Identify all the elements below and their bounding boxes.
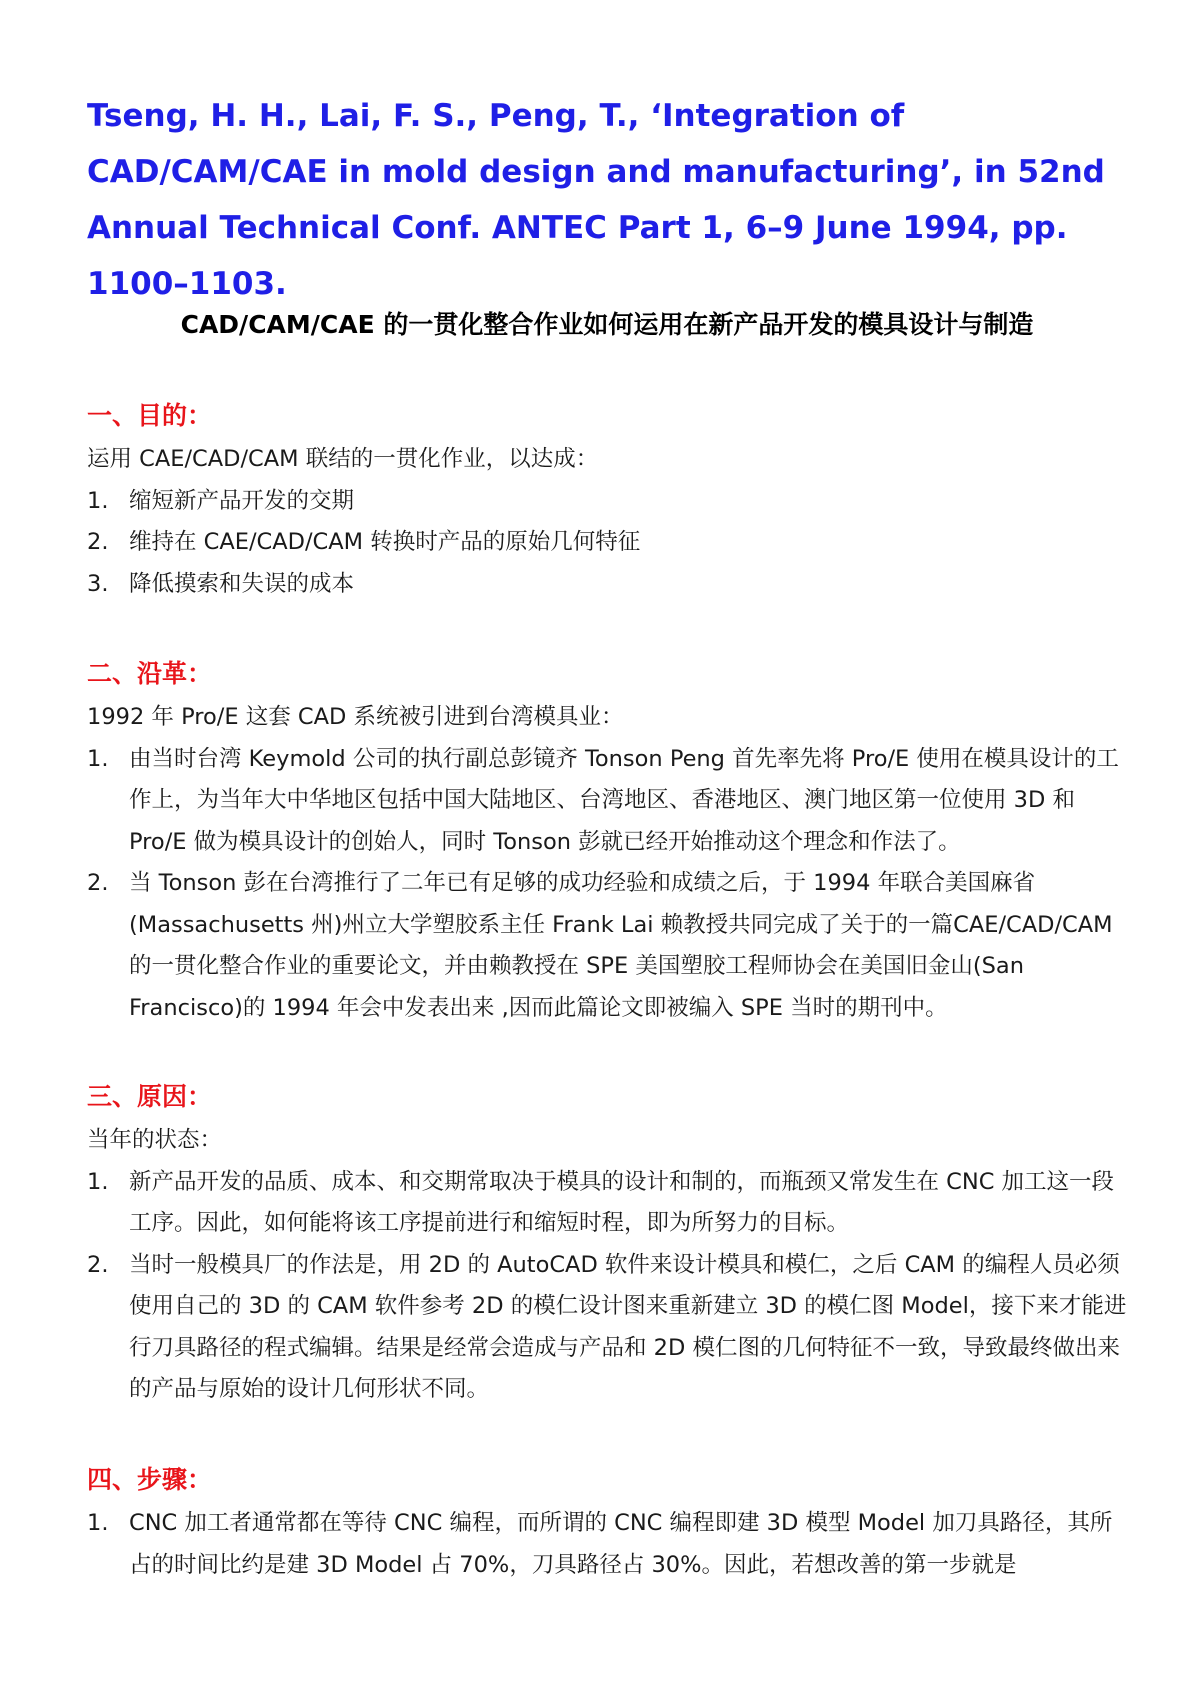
numbered-list <box>87 1162 1127 1411</box>
list-item-text: 维持在 CAE/CAD/CAM 转换时产品的原始几何特征 <box>129 529 641 555</box>
list-item-text: 当时一般模具厂的作法是，用 2D 的 AutoCAD 软件来设计模具和模仁，之后 CAM 的编程人员必须使用自己的 3D 的 CAM 软件参考 2D 的模仁设计图来重新建立 3D 的模仁图 Model，接下来才能进行刀具路径的程式编辑。结果是经常会造成与产品和 2D 模仁图的几何特征不一致，导致最终做出来的产品与原始的设计几何形状不同。 <box>129 1251 1127 1402</box>
list-item-text: 降低摸索和失误的成本 <box>129 570 355 597</box>
list-item-text: 由当时台湾 Keymold 公司的执行副总彭镜齐 Tonson Peng 首先率先将 Pro/E 使用在模具设计的工作上，为当年大中华地区包括中国大陆地区、台湾地区、香港地区、澳门地区第一位使用 3D 和 Pro/E 做为模具设计的创始人，同时 Tonson 彭就已经开始推动这个理念和作法了。 <box>129 745 1119 855</box>
list-number: 1. <box>87 1168 109 1195</box>
list-number: 1. <box>87 487 109 514</box>
list-item <box>87 1503 1127 1586</box>
section-reasons <box>87 1080 1127 1411</box>
numbered-list <box>87 739 1127 1030</box>
list-item <box>87 522 1127 564</box>
list-number: 1. <box>87 1510 109 1536</box>
list-number: 2. <box>87 1251 109 1278</box>
list-item-text: 当 Tonson 彭在台湾推行了二年已有足够的成功经验和成绩之后，于 1994 年联合美国麻省(Massachusetts 州)州立大学塑胶系主任 Frank Lai 赖教授共同完成了关于的一篇CAE/CAD/CAM 的一贯化整合作业的重要论文，并由赖教授在 SPE 美国塑胶工程师协会在美国旧金山(San Francisco)的 1994 年会中发表出来 ,因而此篇论文即被编入 SPE 当时的期刊中。 <box>129 870 1113 1021</box>
list-item-text: CNC 加工者通常都在等待 CNC 编程，而所谓的 CNC 编程即建 3D 模型 Model 加刀具路径，其所占的时间比约是建 3D Model 占 70%，刀具路径占 30%。因此，若想改善的第一步就是 <box>129 1510 1113 1578</box>
section-heading: 三、原因： <box>87 1082 213 1111</box>
list-item <box>87 564 1127 606</box>
list-item-text: 新产品开发的品质、成本、和交期常取决于模具的设计和制的，而瓶颈又常发生在 CNC 加工这一段工序。因此，如何能将该工序提前进行和缩短时程，即为所努力的目标。 <box>129 1168 1115 1236</box>
numbered-list <box>87 481 1127 606</box>
list-number: 1. <box>87 745 109 772</box>
section-purpose <box>87 399 1127 605</box>
document-title: CAD/CAM/CAE 的一贯化整合作业如何运用在新产品开发的模具设计与制造 <box>180 310 1034 339</box>
section-heading: 四、步骤： <box>87 1465 213 1494</box>
section-intro: 当年的状态： <box>87 1127 223 1153</box>
list-item <box>87 481 1127 523</box>
section-heading: 一、目的： <box>87 401 213 430</box>
list-item-text: 缩短新产品开发的交期 <box>129 487 355 514</box>
list-item <box>87 739 1127 864</box>
list-item <box>87 1162 1127 1245</box>
list-number: 2. <box>87 870 109 896</box>
numbered-list <box>87 1503 1127 1586</box>
section-intro: 1992 年 Pro/E 这套 CAD 系统被引进到台湾模具业： <box>87 704 624 730</box>
citation-text: Tseng, H. H., Lai, F. S., Peng, T., ‘Integration of CAD/CAM/CAE in mold design and manufacturing’, in 52nd Annual Technical Conf. ANTEC Part 1, 6–9 June 1994, pp. 1100–1103. <box>87 98 1105 302</box>
section-heading: 二、沿革： <box>87 659 213 688</box>
section-history <box>87 657 1127 1029</box>
section-steps <box>87 1463 1127 1586</box>
list-item <box>87 1245 1127 1411</box>
list-item <box>87 863 1127 1029</box>
list-number: 3. <box>87 570 109 597</box>
section-intro: 运用 CAE/CAD/CAM 联结的一贯化作业，以达成： <box>87 446 599 472</box>
list-number: 2. <box>87 529 109 555</box>
